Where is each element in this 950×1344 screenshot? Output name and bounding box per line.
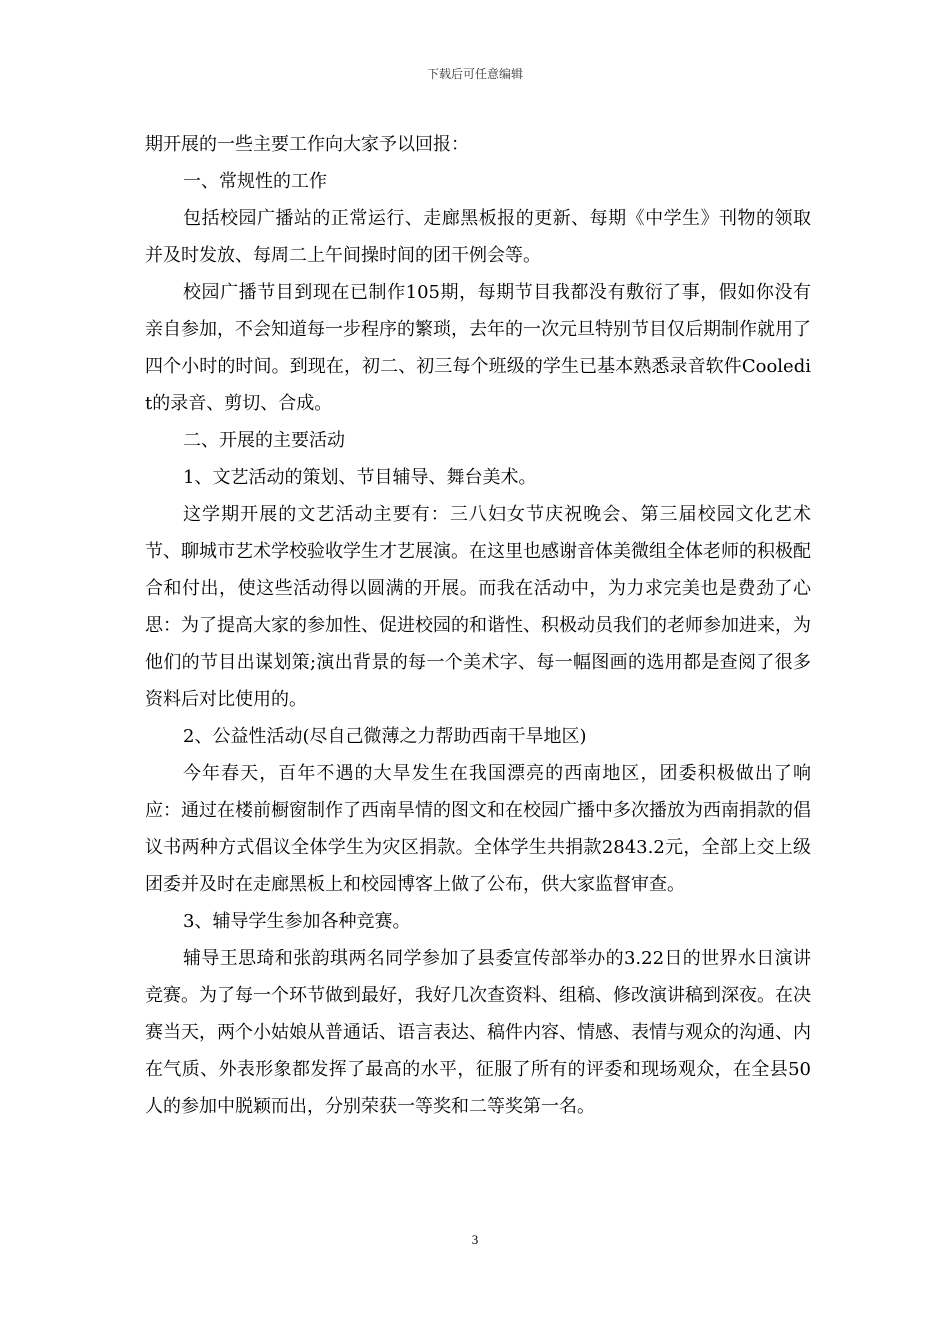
- subheading-arts-activities: 1、文艺活动的策划、节目辅导、舞台美术。: [183, 467, 537, 488]
- paragraph-charity-activities: 今年春天，百年不遇的大旱发生在我国漂亮的西南地区，团委积极做出了响应：通过在楼前橱窗制作了西南旱情的图文和在校园广播中多次播放为西南捐款的倡议书两种方式倡议全体学生为灾区捐款。全体学生共捐款2843.2元，全部上交上级团委并及时在走廊黑板上和校园博客上做了公布，供大家监督审查。: [145, 763, 811, 895]
- page-number: 3: [471, 1232, 479, 1247]
- document-body: [145, 126, 811, 1125]
- page-header: 下载后可任意编辑: [426, 67, 523, 81]
- subheading-competitions: 3、辅导学生参加各种竞赛。: [183, 911, 411, 932]
- paragraph-routine-work: 包括校园广播站的正常运行、走廊黑板报的更新、每期《中学生》刊物的领取并及时发放、每周二上午间操时间的团干例会等。: [145, 208, 811, 266]
- section-heading-routine-work: 一、常规性的工作: [183, 171, 327, 192]
- paragraph-competitions: 辅导王思琦和张韵琪两名同学参加了县委宣传部举办的3.22日的世界水日演讲竞赛。为了每一个环节做到最好，我好几次查资料、组稿、修改演讲稿到深夜。在决赛当天，两个小姑娘从普通话、语言表达、稿件内容、情感、表情与观众的沟通、内在气质、外表形象都发挥了最高的水平，征服了所有的评委和现场观众，在全县50人的参加中脱颖而出，分别荣获一等奖和二等奖第一名。: [145, 948, 811, 1117]
- paragraph-continuation: 期开展的一些主要工作向大家予以回报：: [145, 134, 469, 155]
- section-heading-main-activities: 二、开展的主要活动: [183, 430, 345, 451]
- paragraph-arts-activities: 这学期开展的文艺活动主要有：三八妇女节庆祝晚会、第三届校园文化艺术节、聊城市艺术学校验收学生才艺展演。在这里也感谢音体美微组全体老师的积极配合和付出，使这些活动得以圆满的开展。而我在活动中，为力求完美也是费劲了心思：为了提高大家的参加性、促进校园的和谐性、积极动员我们的老师参加进来，为他们的节目出谋划策;演出背景的每一个美术字、每一幅图画的选用都是查阅了很多资料后对比使用的。: [145, 504, 811, 710]
- paragraph-broadcast: 校园广播节目到现在已制作105期，每期节目我都没有敷衍了事，假如你没有亲自参加，不会知道每一步程序的繁琐，去年的一次元旦特别节目仅后期制作就用了四个小时的时间。到现在，初二、初三每个班级的学生已基本熟悉录音软件Cooledit的录音、剪切、合成。: [145, 282, 811, 414]
- subheading-charity-activities: 2、公益性活动(尽自己微薄之力帮助西南干旱地区): [183, 726, 587, 747]
